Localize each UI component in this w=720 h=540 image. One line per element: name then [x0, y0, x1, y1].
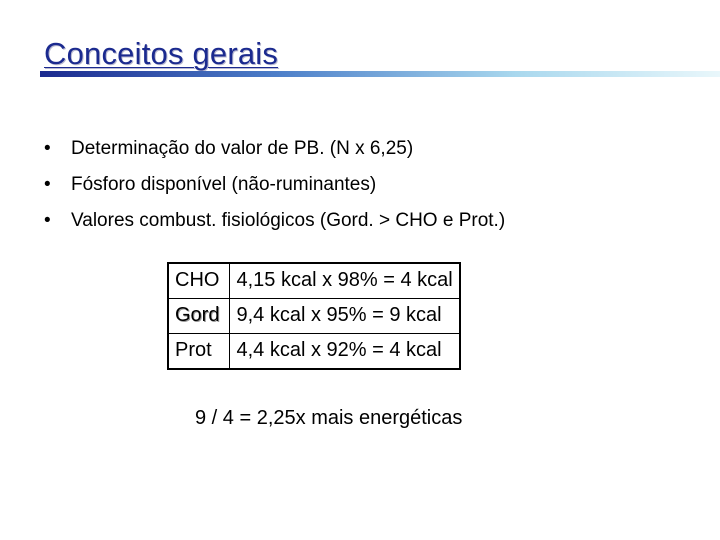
table-row: [168, 299, 460, 334]
bullet-item: [44, 167, 505, 203]
bullet-icon: •: [44, 138, 51, 159]
title-divider: [40, 71, 720, 77]
row-value: 4,4 kcal x 92% = 4 kcal: [230, 334, 460, 370]
row-label: CHO: [168, 263, 230, 299]
table-row: [168, 263, 460, 299]
table-row: [168, 334, 460, 370]
row-value: 9,4 kcal x 95% = 9 kcal: [230, 299, 460, 334]
energy-table: [167, 262, 461, 370]
slide-title: Conceitos gerais: [44, 36, 279, 71]
row-value: 4,15 kcal x 98% = 4 kcal: [230, 263, 460, 299]
bullet-icon: •: [44, 210, 51, 231]
result-text: 9 / 4 = 2,25x mais energéticas: [195, 407, 463, 429]
row-label: Gord: [168, 299, 230, 334]
row-label: Prot: [168, 334, 230, 370]
bullet-list: [44, 131, 505, 239]
bullet-item: [44, 203, 505, 239]
bullet-item: [44, 131, 505, 167]
bullet-text: Valores combust. fisiológicos (Gord. > CHO e Prot.): [71, 210, 506, 231]
bullet-text: Fósforo disponível (não-ruminantes): [71, 174, 377, 195]
bullet-text: Determinação do valor de PB. (N x 6,25): [71, 138, 414, 159]
bullet-icon: •: [44, 174, 51, 195]
